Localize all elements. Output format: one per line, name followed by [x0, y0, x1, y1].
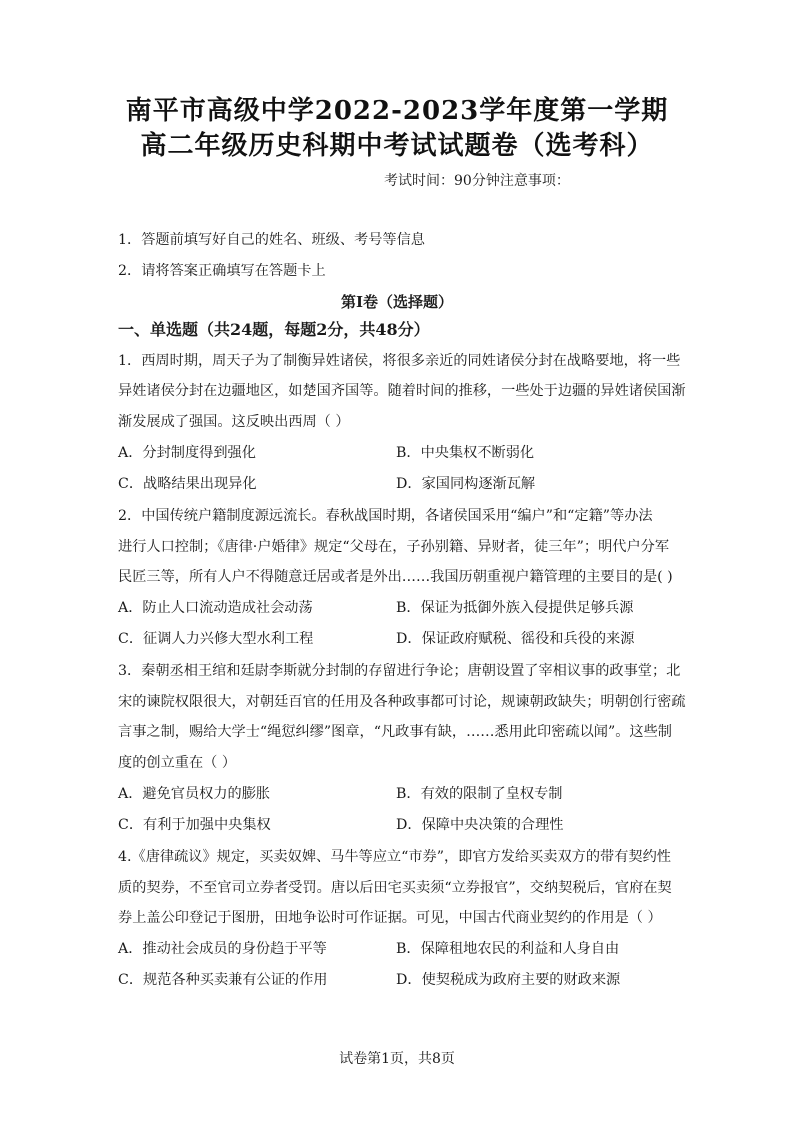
page-footer: 试卷第1页，共8页 [339, 1051, 455, 1067]
option-d: D．使契税成为政府主要的财政来源 [396, 972, 621, 988]
question-text-line: 宋的谏院权限很大，对朝廷百官的任用及各种政事都可讨论，规谏朝政缺失；明朝创行密疏 [118, 694, 686, 710]
option-a: A．分封制度得到强化 [118, 445, 256, 461]
option-a: A．避免官员权力的膨胀 [118, 786, 271, 802]
question-text-line: 言事之制，赐给大学士“绳愆纠缪”图章，“凡政事有缺，……悉用此印密疏以闻”。这些制 [118, 724, 672, 740]
note-1: 1．答题前填写好自己的姓名、班级、考号等信息 [118, 232, 425, 248]
question-text-line: 进行人口控制；《唐律·户婚律》规定“父母在，子孙别籍、异财者，徒三年”；明代户分军 [118, 539, 670, 555]
question-text-line: 2．中国传统户籍制度源远流长。春秋战国时期，各诸侯国采用“编户”和“定籍”等办法 [118, 508, 653, 524]
question-text-line: 民匠三等，所有人户不得随意迁居或者是外出……我国历朝重视户籍管理的主要目的是( ) [118, 569, 673, 585]
option-c: C．战略结果出现异化 [118, 476, 257, 492]
question-text-line: 4.《唐律疏议》规定，买卖奴婢、马牛等应立“市券”，即官方发给买卖双方的带有契约性 [118, 849, 671, 865]
option-a: A．防止人口流动造成社会动荡 [118, 600, 313, 616]
option-c: C．规范各种买卖兼有公证的作用 [118, 972, 328, 988]
question-text-line: 质的契券，不至官司立券者受罚。唐以后田宅买卖须“立券报官”，交纳契税后，官府在契 [118, 880, 672, 896]
question-text-line: 异姓诸侯分封在边疆地区，如楚国齐国等。随着时间的推移，一些处于边疆的异姓诸侯国渐 [118, 383, 686, 399]
exam-title-line2: 高二年级历史科期中考试试题卷（选考科） [140, 131, 654, 161]
option-b: B．中央集权不断弱化 [396, 445, 535, 461]
option-c: C．有利于加强中央集权 [118, 817, 271, 833]
question-text-line: 度的创立重在（ ） [118, 755, 237, 771]
option-d: D．家国同构逐渐瓦解 [396, 476, 536, 492]
option-d: D．保证政府赋税、徭役和兵役的来源 [396, 631, 635, 647]
exam-title-line1: 南平市高级中学2022-2023学年度第一学期 [125, 96, 669, 126]
option-d: D．保障中央决策的合理性 [396, 817, 564, 833]
question-text-line: 3．秦朝丞相王绾和廷尉李斯就分封制的存留进行争论；唐朝设置了宰相议事的政事堂；北 [118, 663, 681, 679]
option-b: B．保障租地农民的利益和人身自由 [396, 941, 620, 957]
option-a: A．推动社会成员的身份趋于平等 [118, 941, 327, 957]
question-text-line: 渐发展成了强国。这反映出西周（ ） [118, 414, 350, 430]
option-b: B．有效的限制了皇权专制 [396, 786, 563, 802]
option-b: B．保证为抵御外族入侵提供足够兵源 [396, 600, 634, 616]
part-heading: 一、单选题（共24题，每题2分，共48分） [118, 320, 430, 339]
question-text-line: 1．西周时期，周天子为了制衡异姓诸侯，将很多亲近的同姓诸侯分封在战略要地，将一些 [118, 353, 681, 369]
question-text-line: 券上盖公印登记于图册，田地争讼时可作证据。可见，中国古代商业契约的作用是（ ） [118, 910, 662, 926]
option-c: C．征调人力兴修大型水利工程 [118, 631, 314, 647]
section-title: 第I卷（选择题） [340, 293, 454, 311]
note-2: 2．请将答案正确填写在答题卡上 [118, 263, 326, 279]
exam-time-info: 考试时间：90分钟注意事项： [384, 173, 570, 189]
